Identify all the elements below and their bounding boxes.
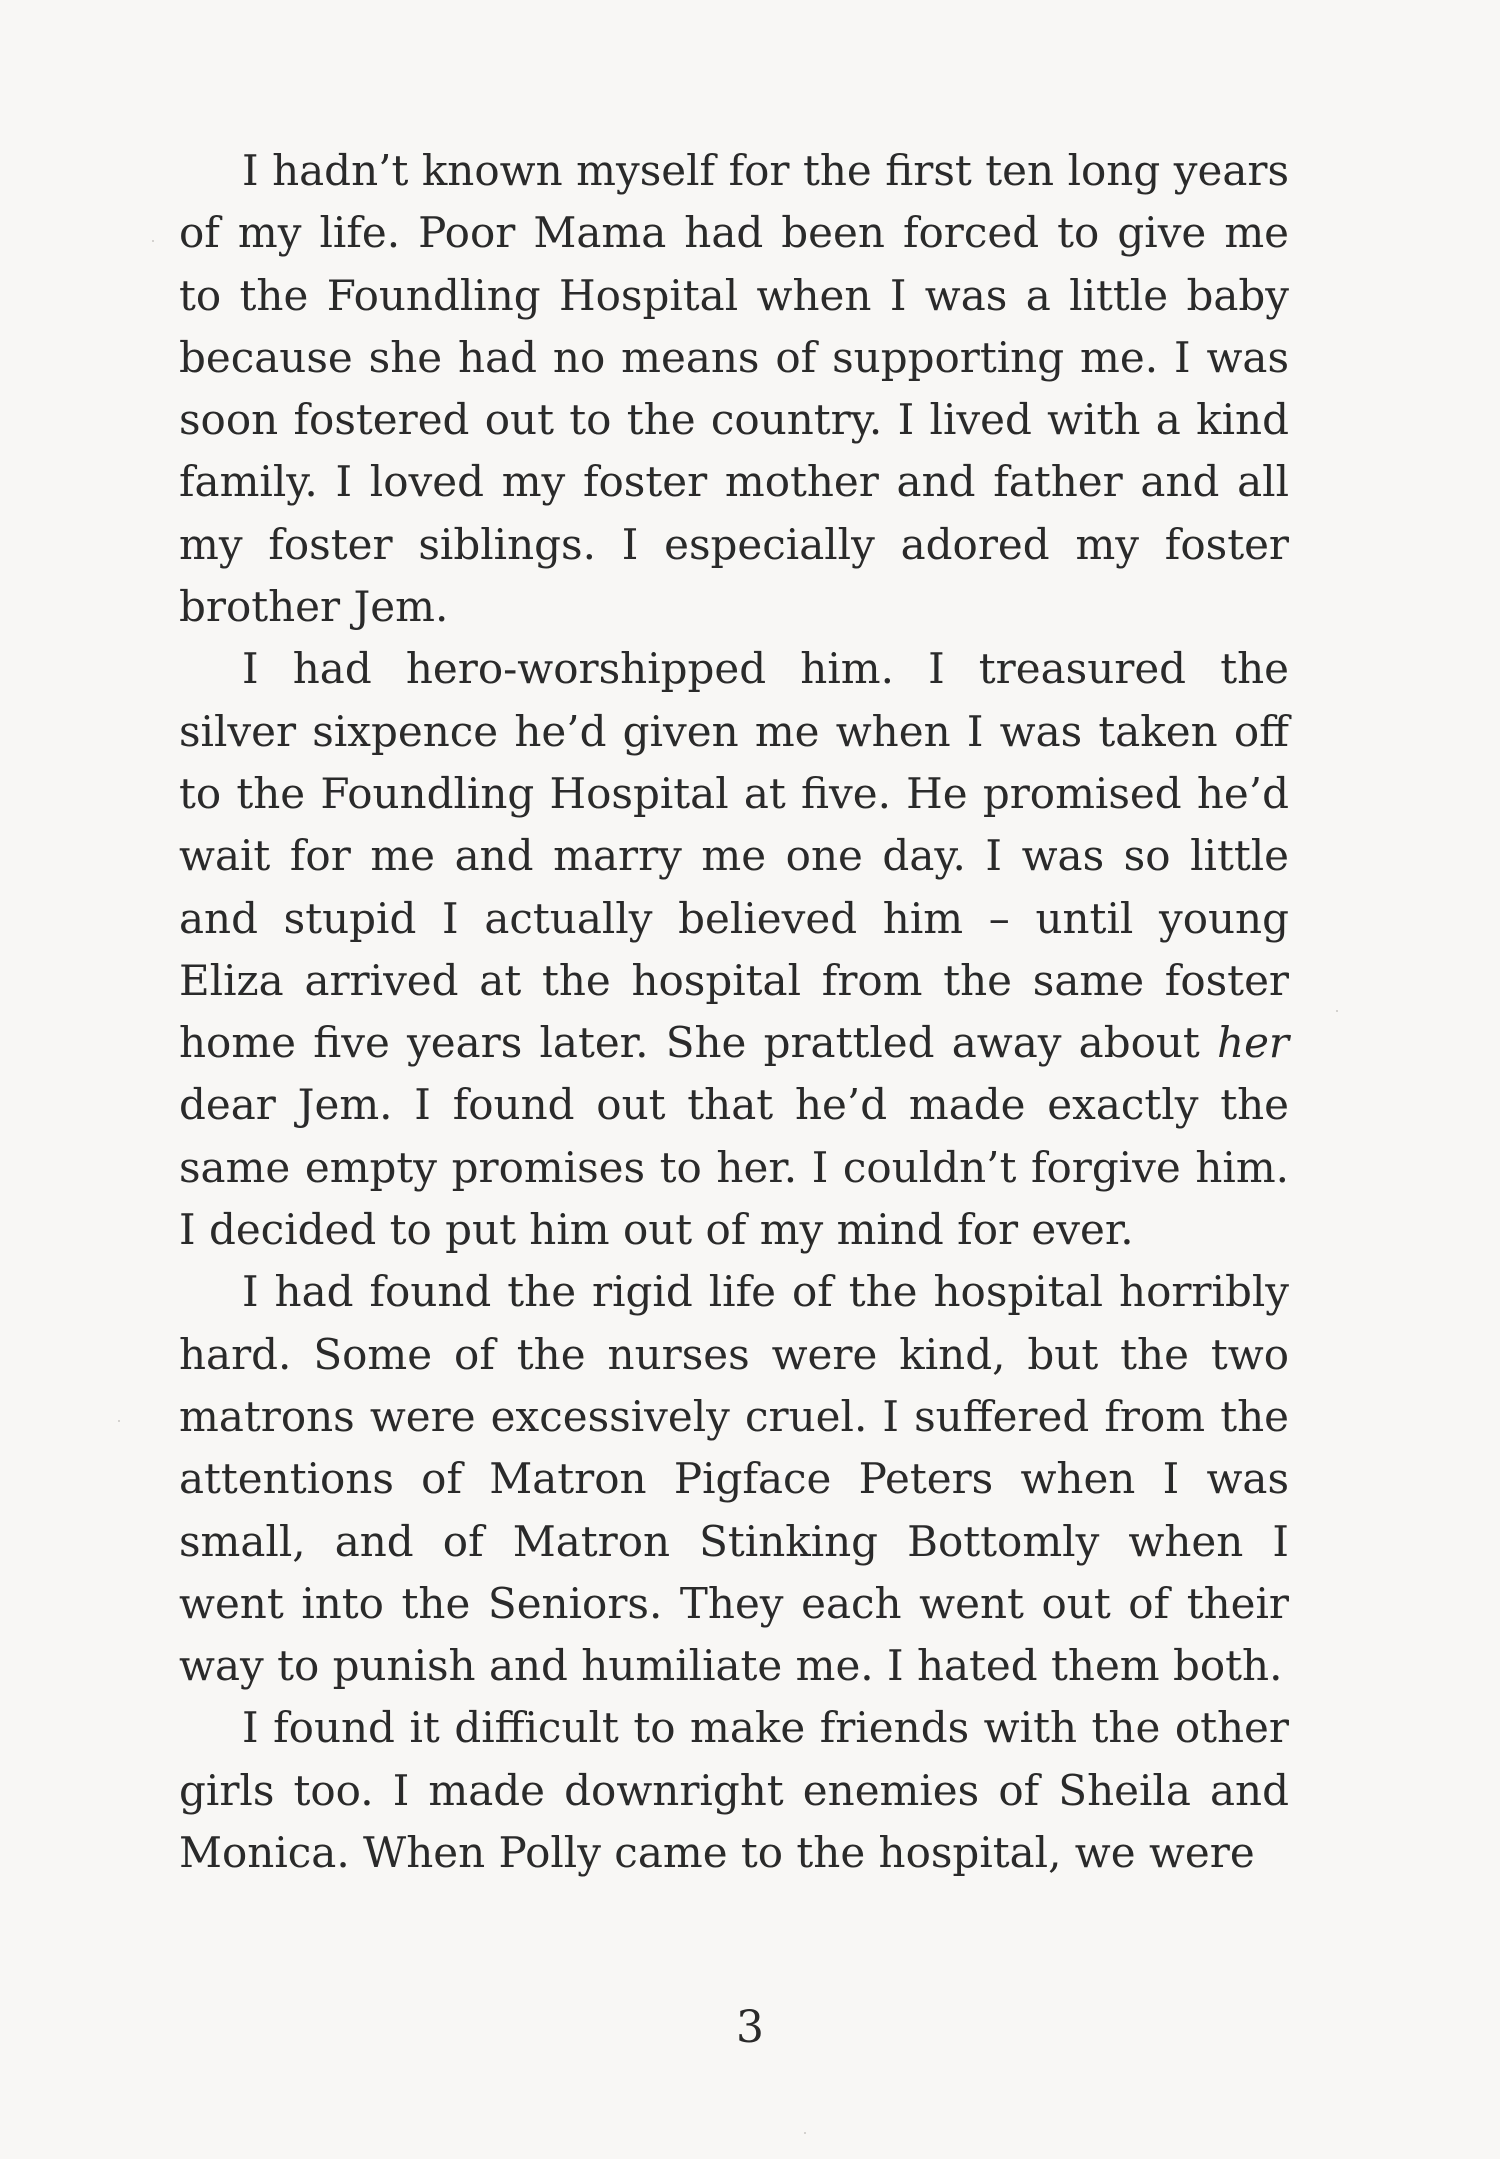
paragraph-2-text-a: I had hero-worshipped him. I treasured the silver sixpence he’d given me when I was taken off to the Foundling Hospital at five. He promised he’d wait for me and marry me one day. I was so little and stupid I actually believed him – until young Eliza arrived at the hospital from the same foster home five years later. She prattled away about (179, 644, 1289, 1068)
paragraph-3 (179, 1261, 1289, 1697)
body-text (179, 140, 1289, 1884)
paragraph-1 (179, 140, 1289, 638)
paper-speck (1336, 1010, 1338, 1012)
paper-speck (152, 240, 154, 242)
paragraph-2-emphasis: her (1217, 1018, 1289, 1068)
paragraph-4-text: I found it difficult to make friends with the other girls too. I made downright enemies of Sheila and Monica. When Polly came to the hospital, we were (179, 1703, 1289, 1878)
paragraph-1-text: I hadn’t known myself for the first ten long years of my life. Poor Mama had been forced to give me to the Foundling Hospital when I was a little baby because she had no means of supporting me. I was soon fostered out to the country. I lived with a kind family. I loved my foster mother and father and all my foster siblings. I especially adored my foster brother Jem. (179, 146, 1289, 632)
paragraph-2-text-b: dear Jem. I found out that he’d made exactly the same empty promises to her. I couldn’t forgive him. I decided to put him out of my mind for ever. (179, 1080, 1289, 1255)
paragraph-4 (179, 1697, 1289, 1884)
paragraph-3-text: I had found the rigid life of the hospital horribly hard. Some of the nurses were kind, but the two matrons were excessively cruel. I suffered from the attentions of Matron Pigface Peters when I was small, and of Matron Stinking Bottomly when I went into the Seniors. They each went out of their way to punish and humiliate me. I hated them both. (179, 1267, 1289, 1691)
paper-speck (118, 1420, 120, 1422)
page-number: 3 (736, 2002, 764, 2053)
paper-speck (804, 2132, 806, 2134)
paragraph-2 (179, 638, 1289, 1261)
